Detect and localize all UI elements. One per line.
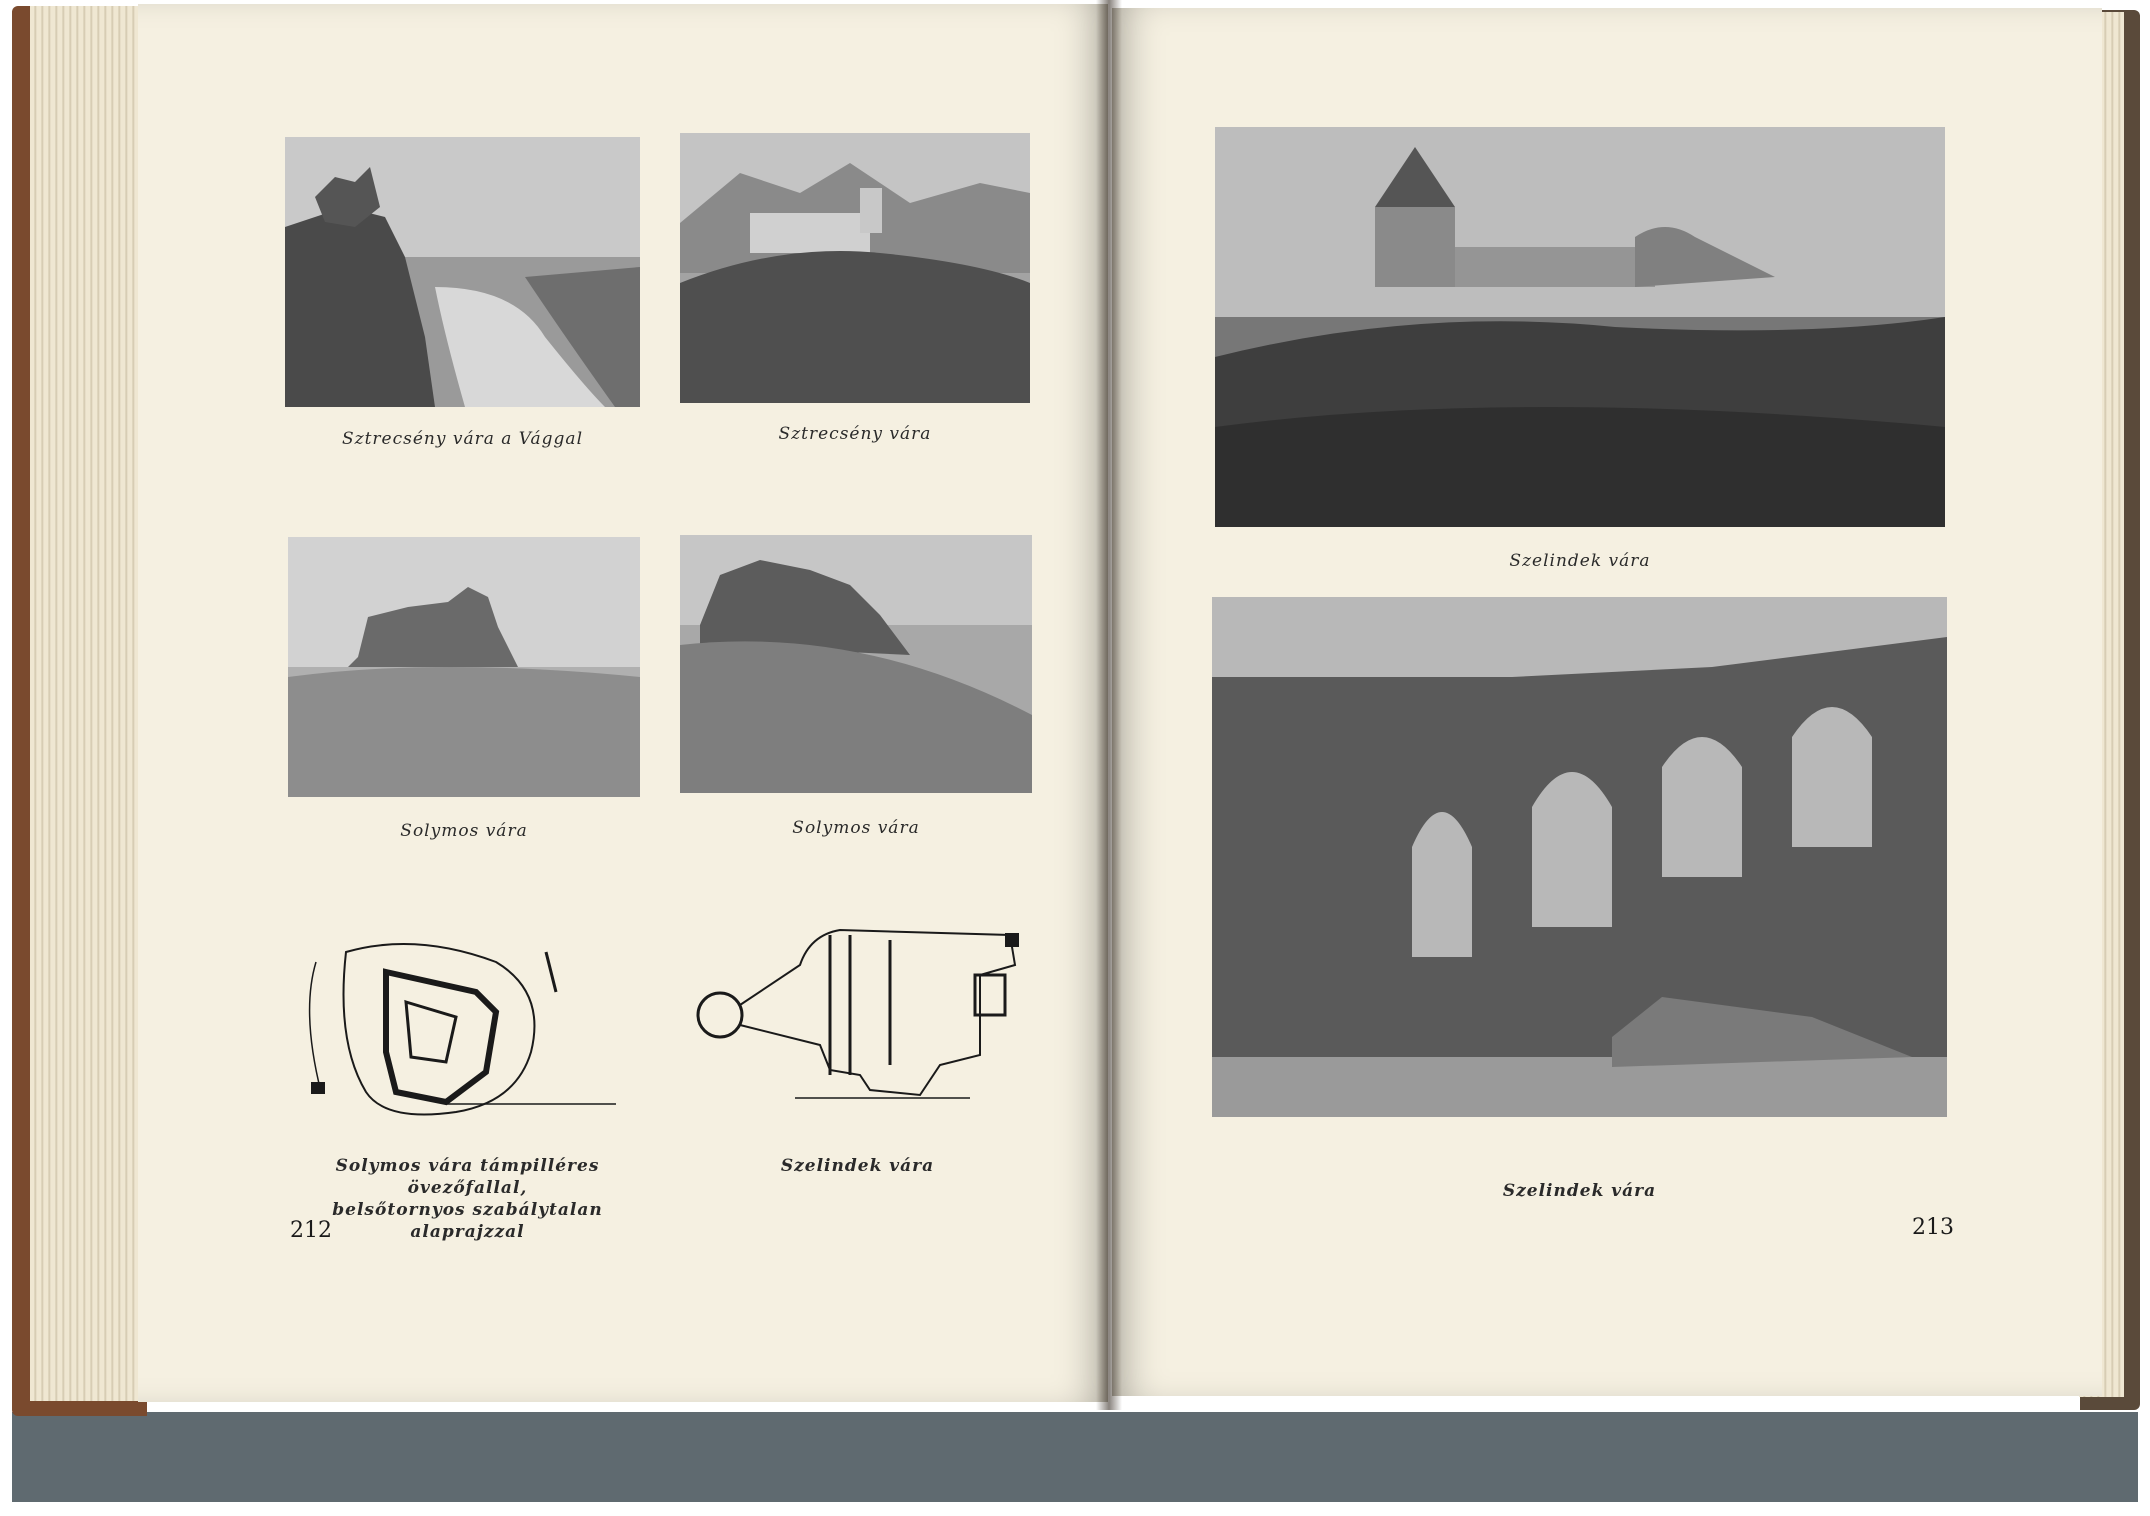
page-edges-left [30, 6, 140, 1401]
caption-solymos-plan [290, 1155, 645, 1243]
caption-szelindek-plan: Szelindek vára [780, 1156, 935, 1176]
floorplan-solymos [296, 932, 636, 1127]
book-gutter [1096, 0, 1122, 1410]
photo-szelindek-2 [1212, 597, 1947, 1117]
page-number-left: 212 [290, 1218, 332, 1243]
scanner-bed-band [12, 1412, 2138, 1502]
caption-szelindek-1: Szelindek vára [1509, 551, 1651, 571]
caption-sztrecseny-vag: Sztrecsény vára a Vággal [341, 429, 583, 449]
caption-solymos-1: Solymos vára [400, 821, 528, 841]
caption-szelindek-2: Szelindek vára [1502, 1181, 1657, 1201]
caption-solymos-plan-line1: Solymos vára támpilléres övezőfallal, [335, 1156, 600, 1198]
photo-szelindek-1 [1215, 127, 1945, 527]
photo-solymos-2 [680, 535, 1032, 793]
floorplan-szelindek [680, 915, 1035, 1115]
caption-solymos-plan-line2: belsőtornyos szabálytalan alaprajzzal [332, 1200, 603, 1242]
caption-sztrecseny: Sztrecsény vára [778, 424, 932, 444]
photo-sztrecseny [680, 133, 1030, 403]
photo-sztrecseny-vag [285, 137, 640, 407]
caption-solymos-2: Solymos vára [792, 818, 920, 838]
photo-solymos-1 [288, 537, 640, 797]
page-number-right: 213 [1912, 1215, 1954, 1240]
